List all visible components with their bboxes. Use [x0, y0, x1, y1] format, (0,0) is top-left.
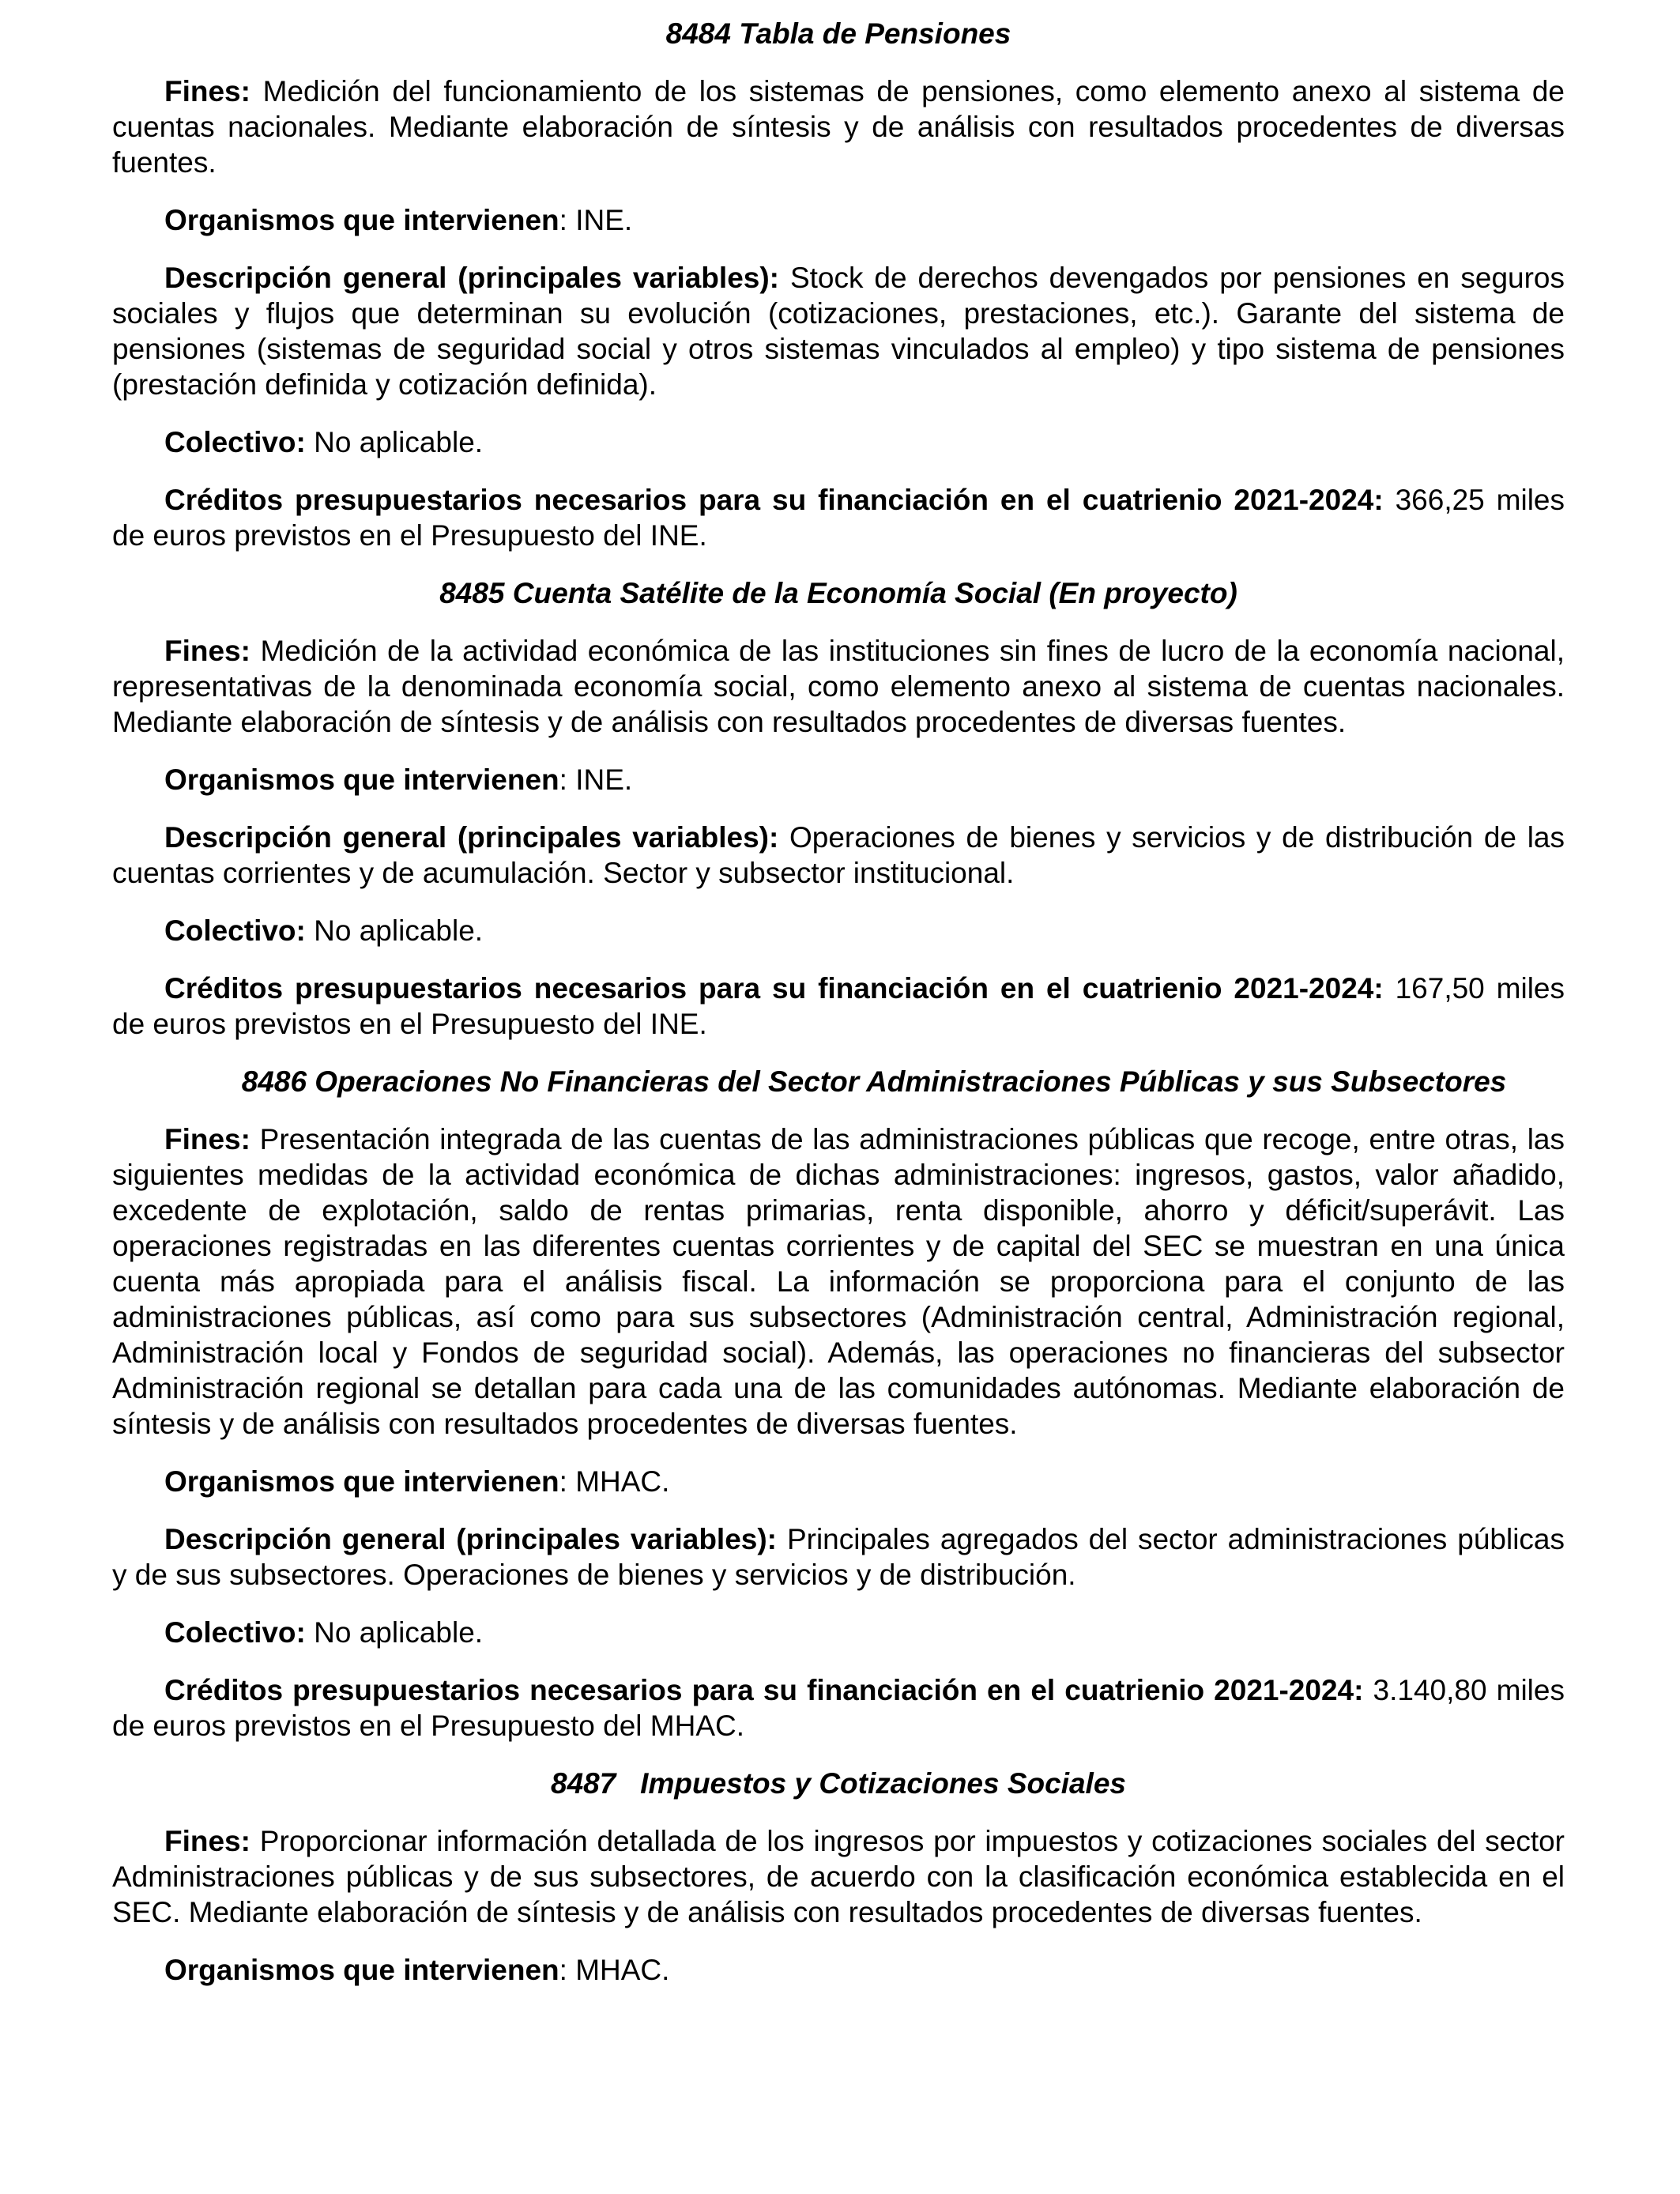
organismos-paragraph — [112, 202, 1565, 238]
fines-text: Proporcionar información detallada de los ingresos por impuestos y cotizaciones sociales del sector Administraciones públicas y de sus subsectores, de acuerdo con la clasificación económica establecida en el SEC. Mediante elaboración de síntesis y de análisis con resultados procedentes de diversas fuentes. — [112, 1825, 1565, 1928]
descripcion-text: Stock de derechos devengados por pensiones en seguros sociales y flujos que determinan su evolución (cotizaciones, prestaciones, etc.). Garante del sistema de pensiones (sistemas de seguridad social y otros sistemas vinculados al empleo) y tipo sistema de pensiones (prestación definida y cotización definida). — [112, 262, 1565, 401]
document-page — [112, 16, 1565, 2010]
organismos-paragraph — [112, 1952, 1565, 1988]
colectivo-text: No aplicable. — [305, 914, 484, 947]
fines-paragraph — [112, 1122, 1565, 1442]
creditos-label: Créditos presupuestarios necesarios para su financiación en el cuatrienio 2021-2024: — [164, 1674, 1364, 1706]
fines-label: Fines: — [164, 75, 250, 107]
fines-label: Fines: — [164, 1825, 250, 1857]
descripcion-label: Descripción general (principales variables): — [164, 1523, 777, 1555]
organismos-text: : MHAC. — [559, 1954, 670, 1986]
descripcion-label: Descripción general (principales variables): — [164, 262, 779, 294]
section-8484 — [112, 16, 1565, 553]
creditos-text: 167,50 miles de euros previstos en el Presupuesto del INE. — [112, 972, 1565, 1040]
creditos-paragraph — [112, 482, 1565, 553]
colectivo-label: Colectivo: — [164, 426, 306, 458]
descripcion-paragraph — [112, 260, 1565, 402]
fines-label: Fines: — [164, 635, 250, 667]
descripcion-label: Descripción general (principales variables): — [164, 821, 779, 854]
descripcion-text: Operaciones de bienes y servicios y de distribución de las cuentas corrientes y de acumulación. Sector y subsector institucional. — [112, 821, 1565, 889]
section-title: 8486 Operaciones No Financieras del Sector Administraciones Públicas y sus Subsectores — [241, 1065, 1507, 1098]
section-8485 — [112, 575, 1565, 1042]
organismos-label: Organismos que intervienen — [164, 763, 559, 796]
fines-text: Medición del funcionamiento de los sistemas de pensiones, como elemento anexo al sistema de cuentas nacionales. Mediante elaboración de síntesis y de análisis con resultados procedentes de diversas fuentes. — [112, 75, 1565, 179]
colectivo-paragraph — [112, 424, 1565, 460]
colectivo-label: Colectivo: — [164, 1616, 306, 1649]
organismos-text: : INE. — [559, 763, 633, 796]
creditos-label: Créditos presupuestarios necesarios para su financiación en el cuatrienio 2021-2024: — [164, 484, 1384, 516]
colectivo-paragraph — [112, 913, 1565, 948]
section-title: 8484 Tabla de Pensiones — [665, 17, 1011, 50]
section-title: 8487 Impuestos y Cotizaciones Sociales — [551, 1767, 1126, 1800]
fines-paragraph — [112, 74, 1565, 180]
colectivo-label: Colectivo: — [164, 914, 306, 947]
section-8487 — [112, 1766, 1565, 1988]
descripcion-paragraph — [112, 820, 1565, 891]
creditos-text: 366,25 miles de euros previstos en el Presupuesto del INE. — [112, 484, 1565, 552]
descripcion-text: Principales agregados del sector administraciones públicas y de sus subsectores. Operaciones de bienes y servicios y de distribución. — [112, 1523, 1565, 1591]
fines-paragraph — [112, 1823, 1565, 1930]
fines-paragraph — [112, 633, 1565, 740]
organismos-label: Organismos que intervienen — [164, 1954, 559, 1986]
colectivo-text: No aplicable. — [305, 1616, 484, 1649]
section-title: 8485 Cuenta Satélite de la Economía Social (En proyecto) — [439, 577, 1237, 609]
fines-text: Presentación integrada de las cuentas de las administraciones públicas que recoge, entre otras, las siguientes medidas de la actividad económica de dichas administraciones: ingresos, gastos, valor añadido, excedente de explotación, saldo de rentas primarias, renta disponible, ahorro y déficit/superávit. Las operaciones registradas en las diferentes cuentas corrientes y de capital del SEC se muestran en una única cuenta más apropiada para el análisis fiscal. La información se proporciona para el conjunto de las administraciones públicas, así como para sus subsectores (Administración central, Administración regional, Administración local y Fondos de seguridad social). Además, las operaciones no financieras del subsector Administración regional se detallan para cada una de las comunidades autónomas. Mediante elaboración de síntesis y de análisis con resultados procedentes de diversas fuentes. — [112, 1123, 1565, 1440]
organismos-label: Organismos que intervienen — [164, 204, 559, 236]
organismos-paragraph — [112, 1464, 1565, 1499]
organismos-paragraph — [112, 762, 1565, 797]
creditos-text: 3.140,80 miles de euros previstos en el Presupuesto del MHAC. — [112, 1674, 1565, 1742]
colectivo-paragraph — [112, 1615, 1565, 1650]
creditos-paragraph — [112, 1672, 1565, 1744]
descripcion-paragraph — [112, 1521, 1565, 1593]
section-8486 — [112, 1064, 1565, 1744]
creditos-label: Créditos presupuestarios necesarios para su financiación en el cuatrienio 2021-2024: — [164, 972, 1384, 1005]
organismos-label: Organismos que intervienen — [164, 1465, 559, 1498]
fines-text: Medición de la actividad económica de las instituciones sin fines de lucro de la economía nacional, representativas de la denominada economía social, como elemento anexo al sistema de cuentas nacionales. Mediante elaboración de síntesis y de análisis con resultados procedentes de diversas fuentes. — [112, 635, 1565, 738]
colectivo-text: No aplicable. — [305, 426, 484, 458]
organismos-text: : INE. — [559, 204, 633, 236]
creditos-paragraph — [112, 971, 1565, 1042]
organismos-text: : MHAC. — [559, 1465, 670, 1498]
fines-label: Fines: — [164, 1123, 250, 1155]
